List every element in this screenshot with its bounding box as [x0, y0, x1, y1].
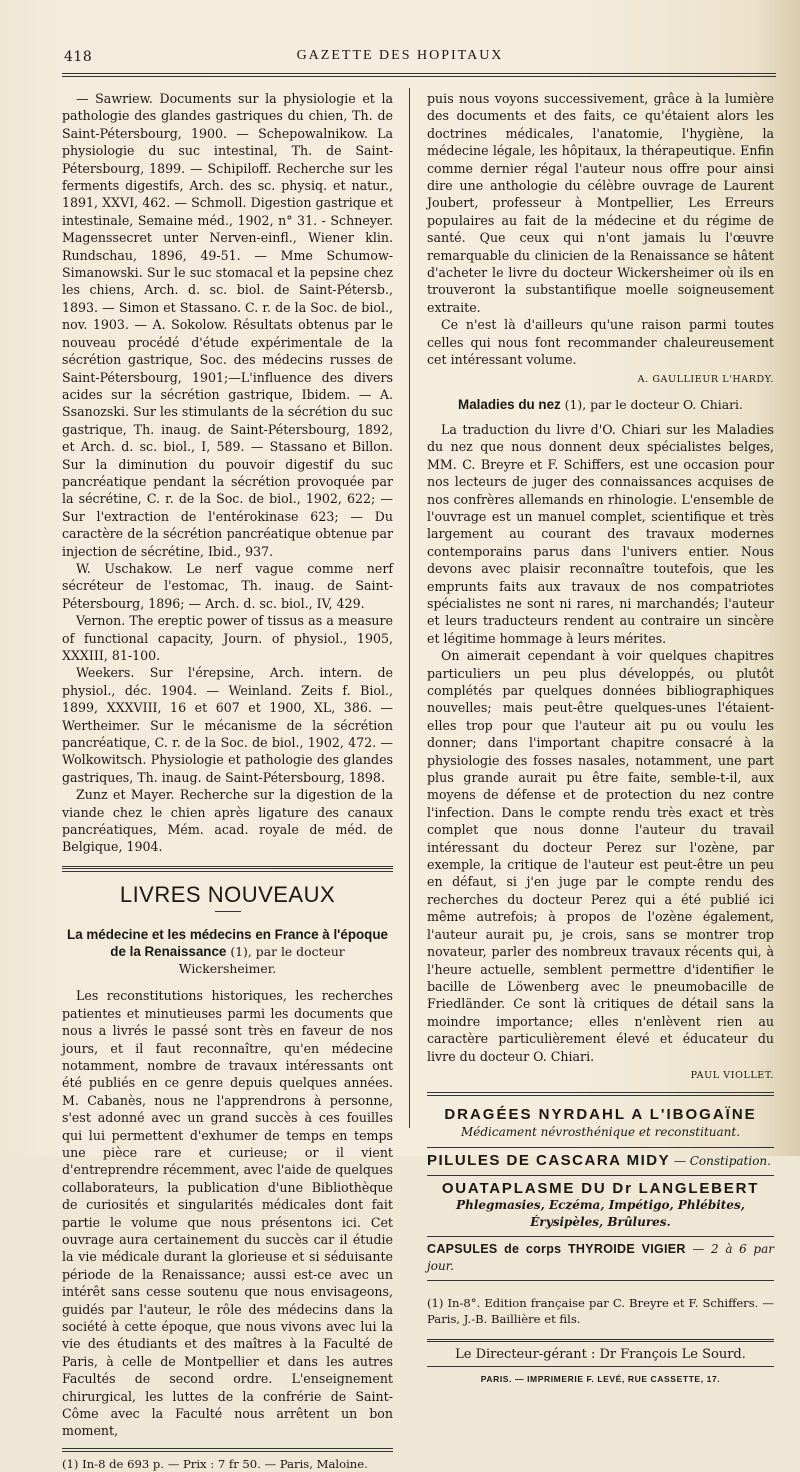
advertisement-title: DRAGÉES NYRDAHL A L'IBOGAÏNE — [444, 1106, 757, 1124]
ad-rule — [427, 1280, 774, 1281]
bibliography-entry: Vernon. The ereptic power of tissus as a measure of functional capacity, Journ. of physiol., 1905, XXXIII, 81-100. — [62, 613, 393, 663]
article-paragraph: Ce n'est là d'ailleurs qu'une raison parmi toutes celles qui nous font recommander chaleureusement cet intéressant volume. — [427, 317, 774, 368]
advertisement-title: CAPSULES de corps THYROIDE VIGIER — [427, 1241, 686, 1256]
article-paragraph: On aimerait cependant à voir quelques chapitres particuliers un peu plus développés, ou plutôt complétés par quelques données bibliographiques nouvelles; mais peut-être quelques-unes l'étaient-elles trop pour que l'auteur ait pu ou voulu les donner; dans l'important chapitre consacré à la physiologie des fosses nasales, notamment, une part plus grande aurait pu être faite, semble-t-il, aux moyens de défense et de protection du nez contre l'infection. Dans le compte rendu très exact et très complet que nous donne l'auteur du travail intéressant du docteur Perez sur l'ozène, par exemple, la critique de l'auteur est peut-être un peu en défaut, si j'en juge par le compte rendu des recherches du docteur Perez qui a été publié ici même autrefois; à propos de l'ozène également, l'auteur aurait pu, je crois, sans se montrer trop novateur, parler des nombreux travaux récents qui, à l'heure actuelle, semblent permettre d'identifier le bacille de Löwenberg avec le pneumobacille de Friedländer. Ce sont là critiques de détail sans la moindre importance; elles n'enlèvent rien au caractère particulièrement élevé et éducateur du livre du docteur O. Chiari. — [427, 648, 774, 1064]
advertisement — [427, 1241, 774, 1276]
advertisement — [427, 1152, 774, 1170]
advertisement-title: PILULES DE CASCARA MIDY — [427, 1152, 671, 1170]
article-title: Maladies du nez — [458, 396, 561, 412]
article-signature: A. GAULLIEUR L'HARDY. — [637, 373, 774, 385]
ad-rule — [427, 1147, 774, 1148]
bibliography-entry: Weekers. Sur l'érepsine, Arch. intern. de physiol., déc. 1904. — Weinland. Zeits f. Biol., 1899, XXXVIII, 16 et 607 et 1900, XL, 386. — Wertheimer. Sur le mécanisme de la sécrétion pancréatique, C. r. de la Soc. de biol., 1902, 472. — Wolkowitsch. Physiologie et pathologie des glandes gastriques, Th. inaug. de Saint-Pétersbourg, 1898. — [62, 665, 393, 785]
right-column — [427, 90, 774, 1388]
advertisement-subtitle: Phlegmasies, Eczéma, Impétigo, Phlébites, Érysipèles, Brûlures. — [456, 1197, 745, 1230]
ad-rule-2 — [427, 1095, 774, 1096]
advertisement-subtitle: — 2 à 6 par jour. — [427, 1241, 774, 1274]
bibliography-entry: W. Uschakow. Le nerf vague comme nerf sécréteur de l'estomac, Th. inaug. de Saint-Pétersbourg, 1896; — Arch. d. sc. biol., IV, 429. — [62, 560, 393, 611]
director-line: Le Directeur-gérant : Dr François Le Sourd. — [455, 1346, 746, 1362]
running-title: GAZETTE DES HOPITAUX — [296, 48, 504, 63]
advertisement-subtitle: Médicament névrosthénique et reconstituant. — [460, 1124, 741, 1139]
article-heading — [427, 396, 774, 413]
page-number: 418 — [64, 49, 93, 65]
ad-rule — [427, 1175, 774, 1176]
article-title: La médecine et les médecins en France à l'époque de la Renaissance — [67, 927, 388, 960]
header-rule-2 — [62, 76, 776, 77]
ad-rule — [427, 1236, 774, 1237]
article-heading — [62, 926, 393, 977]
section-rule — [62, 866, 393, 869]
footnote-rule — [62, 1448, 393, 1449]
footnote: (1) In-8 de 693 p. — Prix : 7 fr 50. — Paris, Maloine. — [62, 1456, 368, 1471]
header-rule — [62, 73, 776, 74]
article-byline: (1), par le docteur O. Chiari. — [560, 396, 743, 412]
director-rule-2 — [427, 1366, 774, 1367]
footnote: (1) In-8°. Edition française par C. Breyre et F. Schiffers. — Paris, J.-B. Baillière et fils. — [427, 1295, 774, 1326]
advertisement-subtitle: — Constipation. — [670, 1154, 771, 1169]
article-byline: (1), par le docteur Wickersheimer. — [178, 944, 345, 977]
article-signature: PAUL VIOLLET. — [690, 1069, 774, 1081]
ad-rule — [427, 1092, 774, 1093]
left-column — [62, 90, 393, 1472]
title-rule — [215, 911, 241, 912]
article-paragraph: Les reconstitutions historiques, les recherches patientes et minutieuses parmi les documents que nous a livrés le passé sont très en faveur de nos jours, et il faut reconnaître, qu'en médecine notamment, nombre de travaux intéressants ont été publiés en ce genre depuis quelques années. M. Cabanès, nous ne l'apprendrons à personne, s'est adonné avec un grand succès à ces fouilles qui lui permettent d'exhumer de temps en temps une pièce rare et curieuse; or il vient d'entreprendre récemment, avec l'aide de quelques collaborateurs, la publication d'une Bibliothèque de curiosités et singularités médicales dont fait partie le volume que nous présentons ici. Cet ouvrage aura certainement du succès car il étudie la vie médicale durant la glorieuse et si séduisante période de la Renaissance; aussi est-ce avec un intérêt sans cesse soutenu que nous envisageons, guidés par l'auteur, le rôle des médecins dans la société à cette époque, que nous vivons avec lui la vie des étudiants et des maîtres à la Faculté de Paris, à celle de Montpellier et dans les autres Facultés de second ordre. L'enseignement chirurgical, les luttes de la confrérie de Saint-Côme avec la Faculté nous arrêtent un bon moment, — [62, 988, 393, 1439]
article-paragraph: puis nous voyons successivement, grâce à la lumière des documents et des faits, ce qu'étaient alors les doctrines médicales, l'anatomie, l'hygiène, la médecine légale, les hôpitaux, la thérapeutique. Enfin comme dernier régal l'auteur nous offre pour ainsi dire une anthologie du célèbre ouvrage de Laurent Joubert, professeur à Montpellier, Les Erreurs populaires au fait de la médecine et du régime de santé. Que ceux qui n'ont jamais lu l'œuvre remarquable du clinicien de la Renaissance se hâtent d'acheter le livre du docteur Wickersheimer où ils en trouveront la substantifique moelle soigneusement extraite. — [427, 91, 774, 315]
director-rule — [427, 1339, 774, 1342]
bibliography-entry: Zunz et Mayer. Recherche sur la digestion de la viande chez le chien après ligature des canaux pancréatiques, Mém. acad. royale de méd. de Belgique, 1904. — [62, 787, 393, 855]
imprint: PARIS. — IMPRIMERIE F. LEVÉ, RUE CASSETTE, 17. — [480, 1374, 721, 1384]
bibliography-entry: — Sawriew. Documents sur la physiologie et la pathologie des glandes gastriques du chien, Th. de Saint-Pétersbourg, 1900. — Schepowalnikow. La physiologie du suc intestinal, Th. de Saint-Pétersbourg, 1899. — Schipiloff. Recherche sur les ferments digestifs, Arch. des sc. physiq. et natur., 1891, XXVI, 462. — Schmoll. Digestion gastrique et intestinale, Semaine méd., 1902, n° 31. - Schneyer. Magenssecret unter Nerven-einfl., Wiener klin. Rundschau, 1896, 49-51. — Mme Schumow-Simanowski. Sur le suc stomacal et la pepsine chez les chiens, Arch. d. sc. biol. de Saint-Pétersb., 1893. — Simon et Stassano. C. r. de la Soc. de biol., nov. 1903. — A. Sokolow. Résultats obtenus par le nouveau procédé d'étude expérimentale de la sécrétion gastrique, Soc. des médecins russes de Saint-Pétersbourg, 1901;—L'influence des divers acides sur la sécrétion gastrique, Ibidem. — A. Ssanozski. Sur les stimulants de la sécrétion du suc gastrique, Th. inaug. de Saint-Pétersbourg, 1892, et Arch. d. sc. biol., I, 589. — Stassano et Billon. Sur la diminution du pouvoir digestif du suc pancréatique pendant la sécrétion provoquée par la sécrétine, C. r. de la Soc. de biol., 1902, 622; — Sur l'extraction de l'entérokinase 623; — Du caractère de la sécrétion pancréatique obtenue par injection de sécrétine, Ibid., 937. — [62, 91, 393, 559]
advertisement-title: OUATAPLASME DU Dr LANGLEBERT — [441, 1179, 760, 1197]
column-divider — [409, 88, 410, 1128]
section-rule-thin — [62, 871, 393, 872]
footnote-rule-2 — [62, 1451, 393, 1452]
article-paragraph: La traduction du livre d'O. Chiari sur les Maladies du nez que nous donnent deux spécialistes belges, MM. C. Breyre et F. Schiffers, est une occasion pour nos lecteurs de juger des connaissances acquises de nos confrères allemands en rhinologie. L'ensemble de l'ouvrage est un manuel complet, scientifique et très largement au courant des travaux modernes contemporains parus dans l'univers entier. Nous devons avec plaisir reconnaître toutefois, que les emprunts faits aux travaux de nos compatriotes spécialistes ne sont ni rares, ni marchandés; l'auteur et leurs traducteurs rendent au contraire un sincère et légitime hommage à leurs mérites. — [427, 421, 774, 646]
section-title: LIVRES NOUVEAUX — [119, 881, 336, 907]
